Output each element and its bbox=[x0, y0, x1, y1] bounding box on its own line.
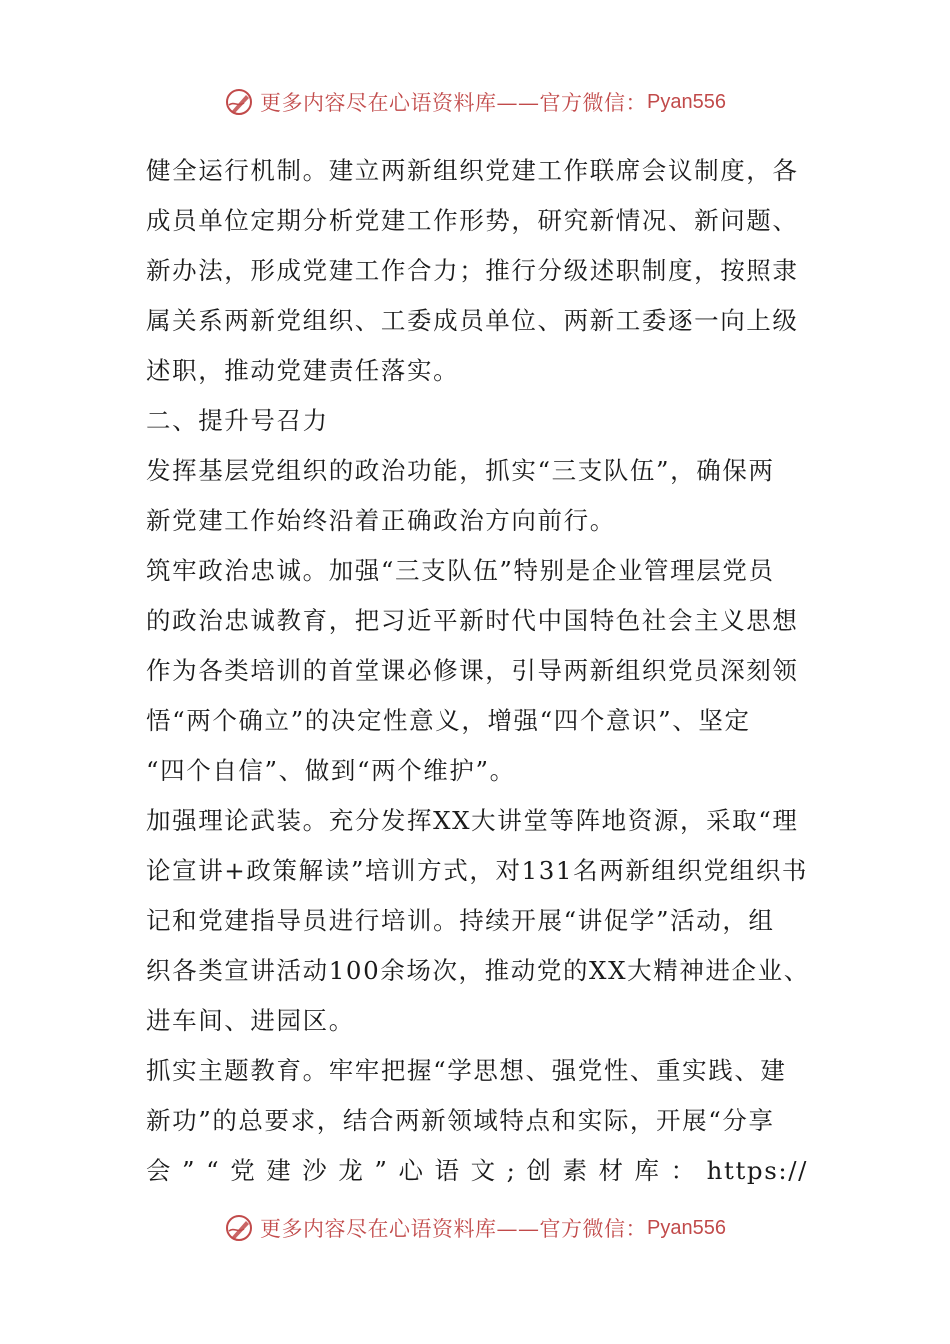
spread-char: 库 bbox=[634, 1156, 661, 1185]
text-line: 抓实主题教育。牢牢把握“学思想、强党性、重实践、建 bbox=[146, 1056, 787, 1085]
text-line: 发挥基层党组织的政治功能，抓实“三支队伍”，确保两 bbox=[146, 456, 775, 485]
spread-char: 党 bbox=[230, 1156, 257, 1185]
text-line: “四个自信”、做到“两个维护”。 bbox=[146, 756, 516, 785]
paragraph-theory bbox=[146, 796, 808, 1046]
text-line: 新办法，形成党建工作合力；推行分级述职制度，按照隶 bbox=[146, 256, 799, 285]
spread-char: 心 bbox=[398, 1156, 425, 1185]
wechat-id: Pyan556 bbox=[647, 90, 726, 113]
text-line: 述职，推动党建责任落实。 bbox=[146, 356, 460, 385]
spread-char: ; bbox=[506, 1156, 517, 1185]
text-line: 属关系两新党组织、工委成员单位、两新工委逐一向上级 bbox=[146, 306, 799, 335]
banner-text: 更多内容尽在心语资料库——官方微信： bbox=[260, 1217, 648, 1241]
header-banner bbox=[0, 82, 950, 122]
spread-char: https:// bbox=[706, 1156, 808, 1185]
spread-char: 创 bbox=[526, 1156, 553, 1185]
spread-char: 会 bbox=[146, 1156, 173, 1185]
wechat-id: Pyan556 bbox=[647, 1216, 726, 1239]
spread-char: 语 bbox=[434, 1156, 461, 1185]
text-line: 织各类宣讲活动100余场次，推动党的XX大精神进企业、 bbox=[146, 956, 810, 985]
paragraph-education bbox=[146, 1046, 808, 1196]
pen-logo-icon bbox=[224, 87, 254, 117]
banner-text: 更多内容尽在心语资料库——官方微信： bbox=[260, 91, 648, 115]
text-line: 的政治忠诚教育，把习近平新时代中国特色社会主义思想 bbox=[146, 606, 799, 635]
paragraph-mechanism bbox=[146, 146, 808, 396]
text-line: 筑牢政治忠诚。加强“三支队伍”特别是企业管理层党员 bbox=[146, 556, 775, 585]
pen-logo-icon bbox=[224, 1213, 254, 1243]
footer-banner bbox=[0, 1208, 950, 1248]
text-line: 加强理论武装。充分发挥XX大讲堂等阵地资源，采取“理 bbox=[146, 806, 799, 835]
paragraph-intro bbox=[146, 446, 808, 546]
paragraph-loyalty bbox=[146, 546, 808, 796]
spread-char: “ bbox=[206, 1156, 221, 1185]
spread-char: ” bbox=[374, 1156, 389, 1185]
spread-char: 文 bbox=[470, 1156, 497, 1185]
spread-text-line bbox=[146, 1146, 808, 1196]
spread-char: 沙 bbox=[302, 1156, 329, 1185]
section-heading bbox=[146, 396, 808, 446]
spread-char: 材 bbox=[598, 1156, 625, 1185]
spread-char: ： bbox=[670, 1156, 697, 1185]
text-line: 进车间、进园区。 bbox=[146, 1006, 355, 1035]
text-line: 新党建工作始终沿着正确政治方向前行。 bbox=[146, 506, 616, 535]
text-line: 悟“两个确立”的决定性意义，增强“四个意识”、坚定 bbox=[146, 706, 751, 735]
spread-char: 素 bbox=[562, 1156, 589, 1185]
text-line: 论宣讲+政策解读”培训方式，对131名两新组织党组织书 bbox=[146, 856, 809, 885]
text-line: 作为各类培训的首堂课必修课，引导两新组织党员深刻领 bbox=[146, 656, 799, 685]
spread-char: 龙 bbox=[338, 1156, 365, 1185]
spread-char: ” bbox=[182, 1156, 197, 1185]
heading-text: 二、提升号召力 bbox=[146, 406, 329, 435]
text-line: 成员单位定期分析党建工作形势，研究新情况、新问题、 bbox=[146, 206, 799, 235]
text-line: 新功”的总要求，结合两新领域特点和实际，开展“分享 bbox=[146, 1106, 775, 1135]
text-line: 健全运行机制。建立两新组织党建工作联席会议制度，各 bbox=[146, 156, 799, 185]
text-line: 记和党建指导员进行培训。持续开展“讲促学”活动，组 bbox=[146, 906, 775, 935]
document-body bbox=[146, 146, 808, 1196]
spread-char: 建 bbox=[266, 1156, 293, 1185]
